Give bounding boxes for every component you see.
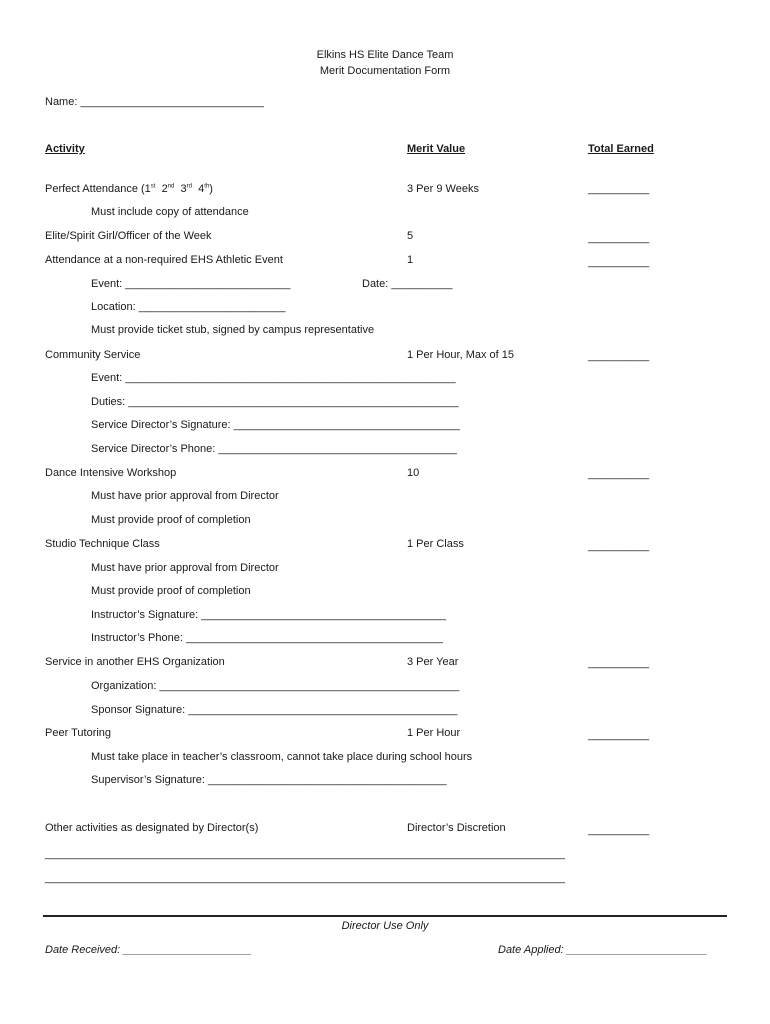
perfect-attendance-total[interactable]: __________ (588, 183, 650, 195)
dance-intensive-note-1: Must have prior approval from Director (91, 490, 279, 502)
name-field[interactable]: Name: ______________________________ (45, 96, 264, 108)
merit-value-header: Merit Value (407, 143, 466, 155)
peer-tutoring-note: Must take place in teacher’s classroom, cannot take place during school hours (91, 751, 473, 763)
activity-header: Activity (45, 143, 85, 155)
date-applied-field[interactable]: Date Applied: _______________________ (498, 944, 708, 956)
ehs-organization-total[interactable]: __________ (588, 657, 650, 669)
sponsor-signature-field[interactable]: Sponsor Signature: ____________________________________________ (91, 704, 458, 716)
organization-field[interactable]: Organization: _________________________________________________ (91, 680, 460, 692)
supervisor-signature-field[interactable]: Supervisor’s Signature: _______________________________________ (91, 774, 447, 786)
athletic-location-field[interactable]: Location: ________________________ (91, 301, 286, 313)
perfect-attendance-note: Must include copy of attendance (91, 206, 249, 218)
ehs-organization-label: Service in another EHS Organization (45, 656, 225, 668)
elite-girl-total[interactable]: __________ (588, 232, 650, 244)
ehs-organization-merit: 3 Per Year (407, 656, 459, 668)
total-earned-header: Total Earned (588, 143, 654, 155)
instructor-phone-field[interactable]: Instructor’s Phone: __________________________________________ (91, 632, 443, 644)
other-activities-merit: Director’s Discretion (407, 822, 506, 834)
athletic-event-label: Attendance at a non-required EHS Athletic Event (45, 254, 283, 266)
service-director-signature-field[interactable]: Service Director’s Signature: _____________________________________ (91, 419, 461, 431)
athletic-event-merit: 1 (407, 254, 414, 266)
peer-tutoring-total[interactable]: __________ (588, 729, 650, 741)
community-service-label: Community Service (45, 349, 141, 361)
instructor-signature-field[interactable]: Instructor’s Signature: ________________________________________ (91, 609, 446, 621)
studio-technique-note-1: Must have prior approval from Director (91, 562, 279, 574)
other-activities-total[interactable]: __________ (588, 824, 650, 836)
other-line-2[interactable]: _____________________________________________________________________________________ (45, 872, 566, 884)
elite-girl-merit: 5 (407, 230, 414, 242)
other-line-1[interactable]: _____________________________________________________________________________________ (45, 848, 566, 860)
elite-girl-label: Elite/Spirit Girl/Officer of the Week (45, 230, 212, 242)
dance-intensive-label: Dance Intensive Workshop (45, 467, 177, 479)
other-activities-label: Other activities as designated by Director(s) (45, 822, 259, 834)
athletic-event-field[interactable]: Event: ___________________________ (91, 278, 291, 290)
form-subtitle: Merit Documentation Form (319, 65, 451, 77)
athletic-date-field[interactable]: Date: __________ (362, 278, 453, 290)
service-director-phone-field[interactable]: Service Director’s Phone: _______________________________________ (91, 443, 457, 455)
community-duties-field[interactable]: Duties: ______________________________________________________ (91, 396, 459, 408)
studio-technique-label: Studio Technique Class (45, 538, 160, 550)
perfect-attendance-label: Perfect Attendance (1st 2nd 3rd 4th) (45, 183, 213, 195)
studio-technique-note-2: Must provide proof of completion (91, 585, 251, 597)
dance-intensive-note-2: Must provide proof of completion (91, 514, 251, 526)
director-divider (43, 915, 727, 917)
athletic-note: Must provide ticket stub, signed by campus representative (91, 324, 375, 336)
community-event-field[interactable]: Event: ______________________________________________________ (91, 372, 456, 384)
director-use-only-title: Director Use Only (341, 920, 429, 932)
community-service-merit: 1 Per Hour, Max of 15 (407, 349, 514, 361)
peer-tutoring-label: Peer Tutoring (45, 727, 112, 739)
form-title: Elkins HS Elite Dance Team (316, 49, 454, 61)
athletic-event-total[interactable]: __________ (588, 256, 650, 268)
peer-tutoring-merit: 1 Per Hour (407, 727, 461, 739)
perfect-attendance-merit: 3 Per 9 Weeks (407, 183, 479, 195)
date-received-field[interactable]: Date Received: _____________________ (45, 944, 252, 956)
studio-technique-merit: 1 Per Class (407, 538, 464, 550)
dance-intensive-total[interactable]: __________ (588, 468, 650, 480)
dance-intensive-merit: 10 (407, 467, 420, 479)
studio-technique-total[interactable]: __________ (588, 540, 650, 552)
community-service-total[interactable]: __________ (588, 350, 650, 362)
